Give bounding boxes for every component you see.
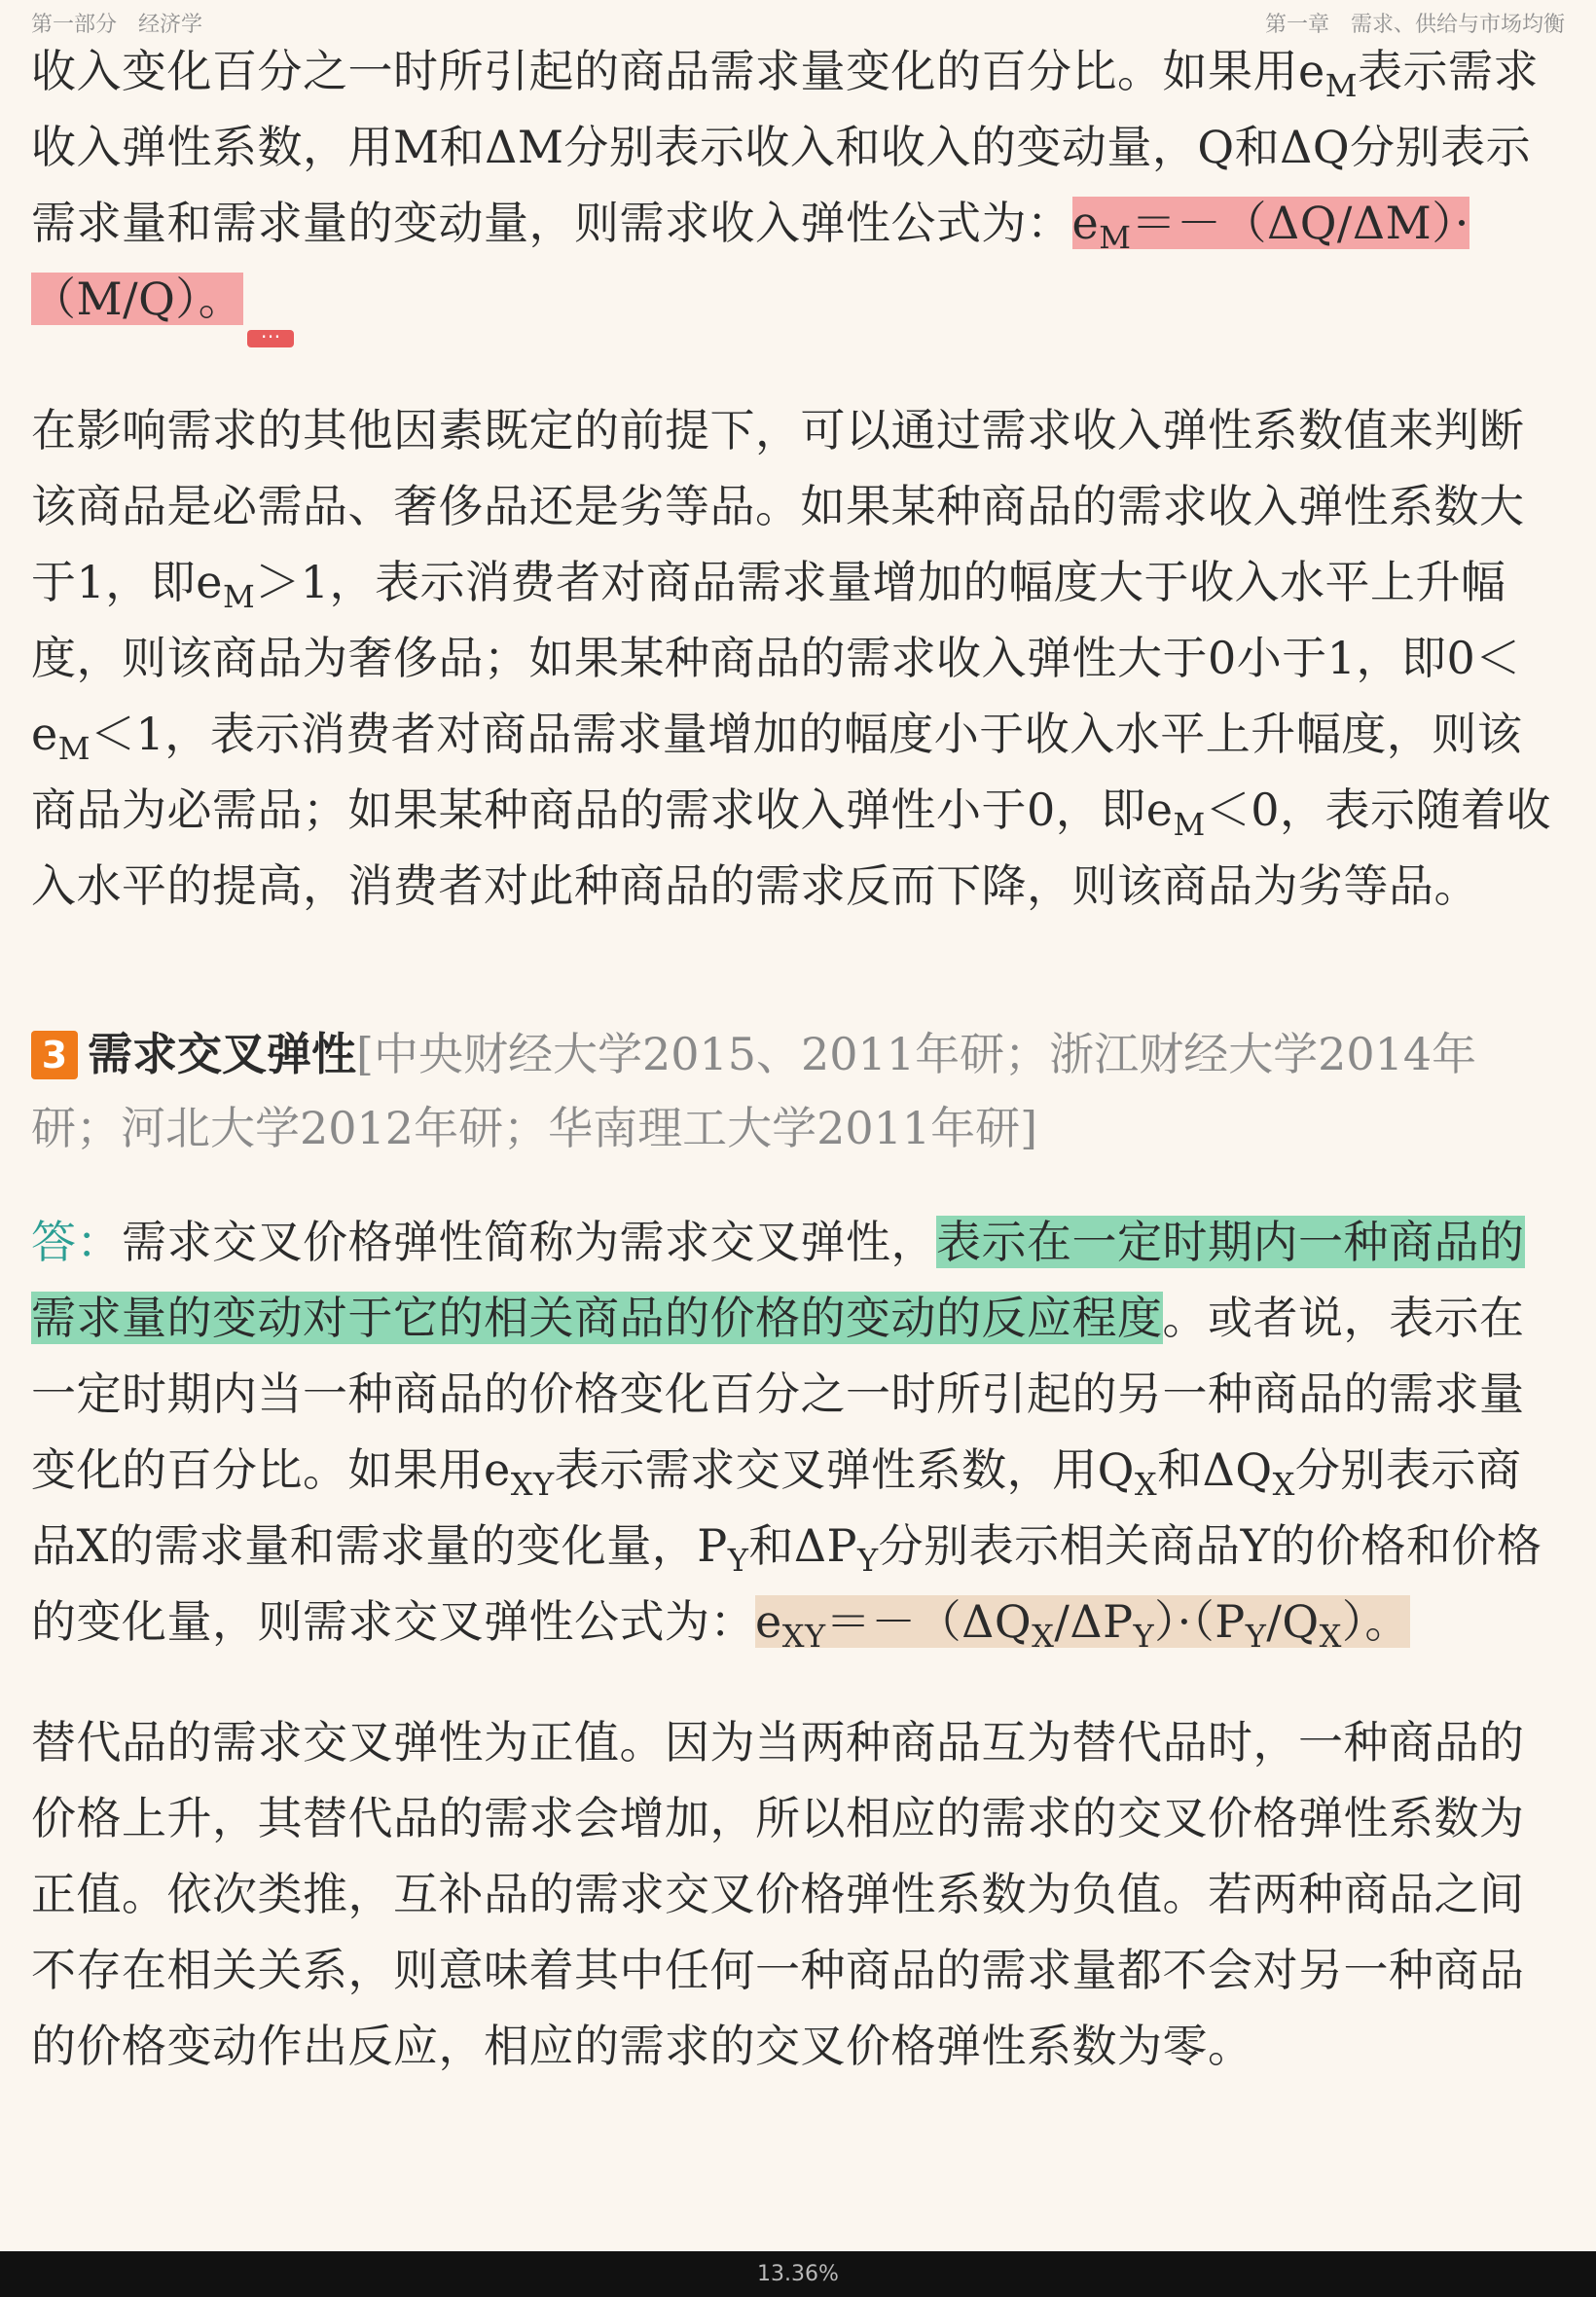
chapter-title: 第一章 需求、供给与市场均衡	[1264, 13, 1565, 37]
highlight-definition[interactable]: 表示在一定时期内一种商品的需求量的变动对于它的相关商品的价格的变动的反应程度	[31, 1216, 1525, 1344]
section-heading	[31, 1017, 1565, 1165]
annotation-marker[interactable]: ···	[247, 330, 294, 347]
section-number-badge: 3	[31, 1031, 78, 1079]
page-content	[31, 33, 1565, 2084]
section-source: [中央财经大学2015、2011年研；浙江财经大学2014年研；河北大学2012年研；华南理工大学2011年研]	[31, 1028, 1477, 1154]
paragraph-answer[interactable]: 答：需求交叉价格弹性简称为需求交叉弹性，表示在一定时期内一种商品的需求量的变动对于它的相关商品的价格的变动的反应程度。或者说，表示在一定时期内当一种商品的价格变化百分之一时所引起的另一种商品的需求量变化的百分比。如果用$e_{XY}$表示需求交叉弹性系数，用$Q_X$和$\Delta Q_X$分别表示商品X的需求量和需求量的变化量，$P_Y$和$\Delta P_Y$分别表示相关商品Y的价格和价格的变化量，则需求交叉弹性公式为：$e_{XY}=-(\Delta Q_X/\Delta P_Y)\cdot(P_Y/Q_X)$。	[31, 1216, 1542, 1655]
answer-label: 答：	[31, 1216, 122, 1268]
highlight-formula-cross[interactable]: $e_{XY}=-(\Delta Q_X/\Delta P_Y)\cdot(P_Y/Q_X)$。	[755, 1595, 1410, 1655]
progress-percent: 13.36%	[757, 2262, 839, 2286]
part-title: 第一部分 经济学	[31, 13, 203, 37]
section-title: 需求交叉弹性	[88, 1028, 356, 1080]
highlight-formula-income[interactable]: $e_M=-(\Delta Q/\Delta M)\cdot(M/Q)$。	[31, 197, 1469, 325]
paragraph-goods-classification[interactable]: 在影响需求的其他因素既定的前提下，可以通过需求收入弹性系数值来判断该商品是必需品、奢侈品还是劣等品。如果某种商品的需求收入弹性系数大于1，即$e_M>1$，表示消费者对商品需求量增加的幅度大于收入水平上升幅度，则该商品为奢侈品；如果某种商品的需求收入弹性大于0小于1，即$0<e_M<1$，表示消费者对商品需求量增加的幅度小于收入水平上升幅度，则该商品为必需品；如果某种商品的需求收入弹性小于0，即$e_M<0$，表示随着收入水平的提高，消费者对此种商品的需求反而下降，则该商品为劣等品。	[31, 404, 1552, 912]
paragraph-substitutes-complements[interactable]: 替代品的需求交叉弹性为正值。因为当两种商品互为替代品时，一种商品的价格上升，其替代品的需求会增加，所以相应的需求的交叉价格弹性系数为正值。依次类推，互补品的需求交叉价格弹性系数为负值。若两种商品之间不存在相关关系，则意味着其中任何一种商品的需求量都不会对另一种商品的价格变动作出反应，相应的需求的交叉价格弹性系数为零。	[31, 1716, 1525, 2072]
paragraph-income-elasticity[interactable]: 收入变化百分之一时所引起的商品需求量变化的百分比。如果用$e_M$表示需求收入弹性系数，用M和ΔM分别表示收入和收入的变动量，Q和ΔQ分别表示需求量和需求量的变动量，则需求收入弹性公式为：$e_M=-(\Delta Q/\Delta M)\cdot(M/Q)$。···	[31, 45, 1539, 348]
reading-progress-bar	[0, 2251, 1596, 2297]
